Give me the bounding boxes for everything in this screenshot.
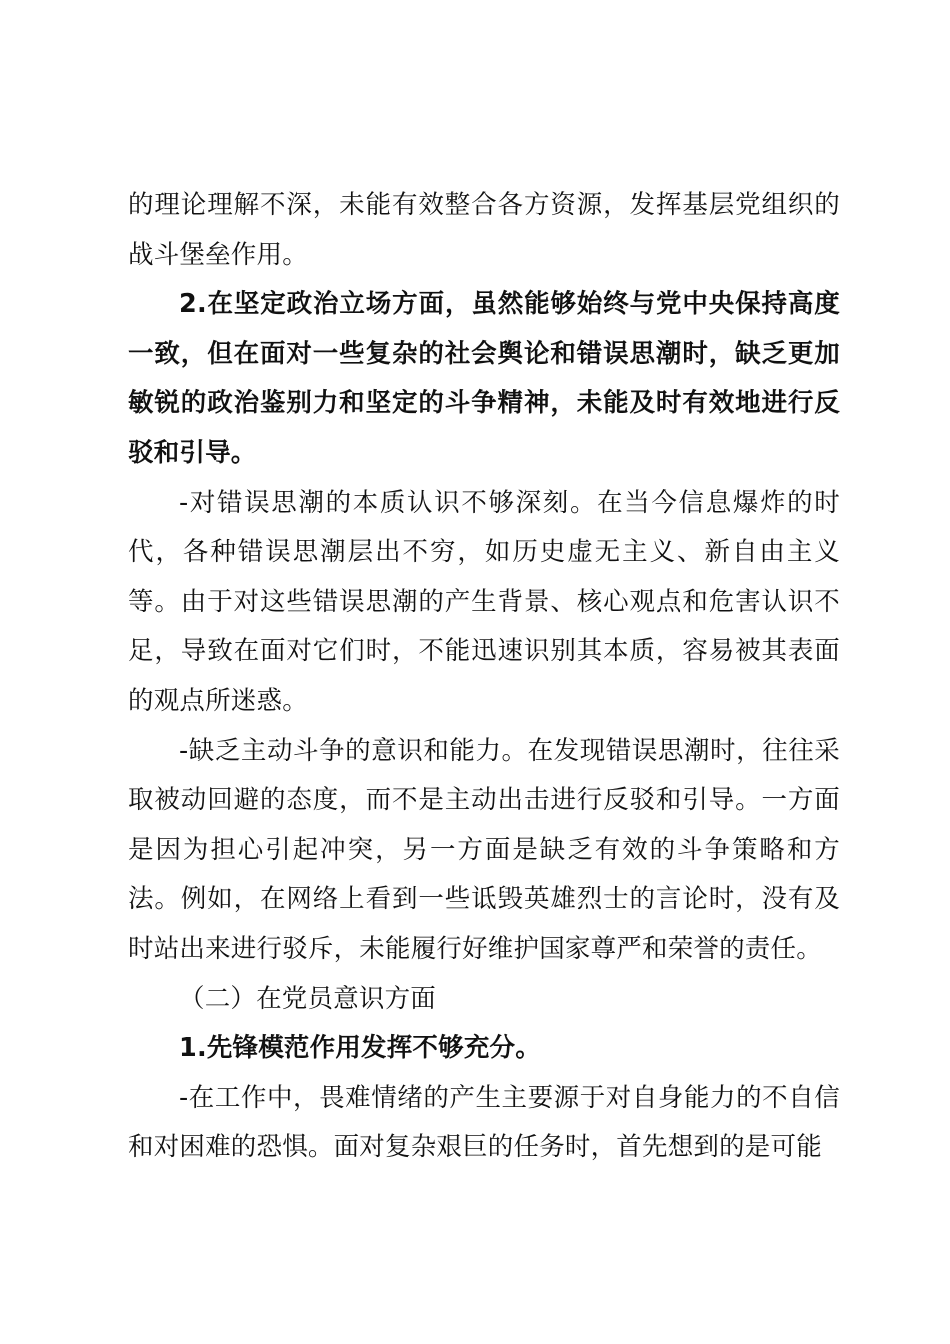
document-body: [128, 181, 840, 1173]
paragraph-continuation: 的理论理解不深，未能有效整合各方资源，发挥基层党组织的战斗堡垒作用。: [128, 190, 840, 270]
paragraph-lack-of-struggle: -缺乏主动斗争的意识和能力。在发现错误思潮时，往往采取被动回避的态度，而不是主动出击进行反驳和引导。一方面是因为担心引起冲突，另一方面是缺乏有效的斗争策略和方法。例如，在网络上看到一些诋毁英雄烈士的言论时，没有及时站出来进行驳斥，未能履行好维护国家尊严和荣誉的责任。: [128, 735, 840, 964]
section-heading-party-awareness: （二）在党员意识方面: [179, 983, 437, 1014]
paragraph-fear-of-difficulty: -在工作中，畏难情绪的产生主要源于对自身能力的不自信和对困难的恐惧。面对复杂艰巨的任务时，首先想到的是可能: [128, 1082, 840, 1163]
heading-vanguard-role: 1.先锋模范作用发挥不够充分。: [179, 1033, 541, 1064]
paragraph-wrong-thoughts-understanding: -对错误思潮的本质认识不够深刻。在当今信息爆炸的时代，各种错误思潮层出不穷，如历史虚无主义、新自由主义等。由于对这些错误思潮的产生背景、核心观点和危害认识不足，导致在面对它们时，不能迅速识别其本质，容易被其表面的观点所迷惑。: [128, 487, 840, 716]
heading-political-stance: 2.在坚定政治立场方面，虽然能够始终与党中央保持高度一致，但在面对一些复杂的社会舆论和错误思潮时，缺乏更加敏锐的政治鉴别力和坚定的斗争精神，未能及时有效地进行反驳和引导。: [128, 289, 840, 468]
